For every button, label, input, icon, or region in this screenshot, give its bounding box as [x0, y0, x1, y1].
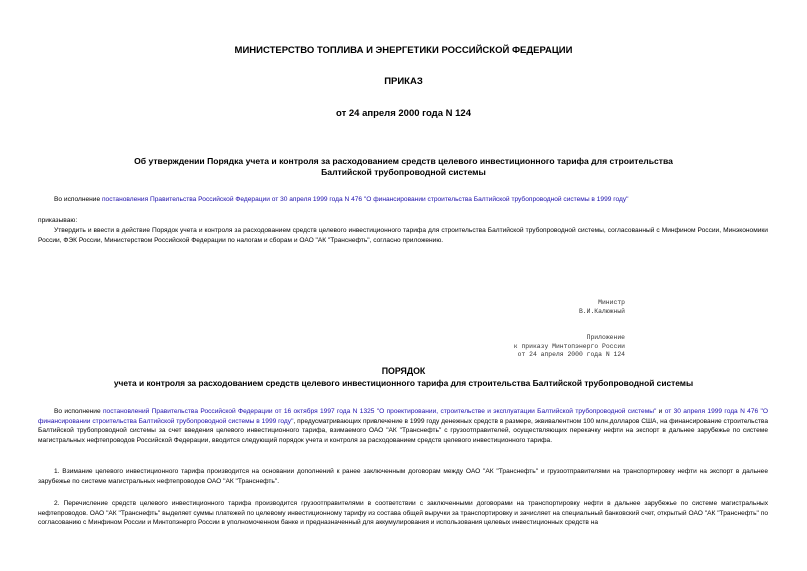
procedure-point-1: 1. Взимание целевого инвестиционного тарифа производится на основании дополнений к ранее заключенным договорам между ОАО "АК "Транснефть" и грузоотправителями на транспортировку нефти на экспорт в дальнее зарубежье по системе магистральных нефтепроводов ОАО "АК "Транснефть". — [38, 468, 768, 485]
procedure-intro-paragraph — [38, 407, 768, 445]
intro-prefix: Во исполнение — [54, 196, 102, 203]
signature-role: Министр — [598, 299, 625, 306]
intro-decree-link[interactable]: постановления Правительства Российской Федерации от 30 апреля 1999 года N 476 "О финансировании строительства Балтийской трубопроводной системы в 1999 году" — [101, 196, 629, 203]
doc-date-number: от 24 апреля 2000 года N 124 — [336, 108, 471, 119]
intro-paragraph — [54, 195, 774, 205]
prikazyvayu-label: приказываю: — [38, 217, 78, 224]
doc-subject: Об утверждении Порядка учета и контроля за расходованием средств целевого инвестиционного тарифа для строительства Балтийской трубопроводной системы — [134, 156, 673, 177]
appendix-line-3: от 24 апреля 2000 года N 124 — [517, 351, 625, 359]
procedure-intro-prefix: Во исполнение — [54, 408, 103, 415]
procedure-point-2: 2. Перечисление средств целевого инвестиционного тарифа производится грузоотправителями в соответствии с заключенными договорами на транспортировку нефти в дальнее зарубежье по системе магистральных нефтепроводов. ОАО "АК "Транснефть" выделяет суммы платежей по целевому инвестиционному тарифу из состава общей выручки за транспортировку и зачисляет на специальный банковский счет, открытый ОАО "АК "Транснефть" по согласованию с Минфином России и Минтопэнерго России в уполномоченном банке и предназначенный для аккумулирования и использования целевых инвестиционных средств на — [38, 500, 768, 527]
signature-block — [430, 299, 625, 316]
procedure-intro-rest: , предусматривающих привлечение в 1999 году денежных средств в размере, эквивалентном 100 млн.долларов США, на финансирование строительства Балтийской трубопроводной системы за счет введения целевого инвестиционного тарифа, взимаемого ОАО "АК "Транснефть" с грузоотправителей, осуществляющих перекачку нефти на экспорт в дальнее зарубежье по системе магистральных нефтепроводов Российской Федерации, вводится следующий порядок учета и контроля за расходованием средств целевого инвестиционного тарифа. — [38, 417, 768, 444]
procedure-intro-mid: и — [656, 408, 665, 415]
ministry-heading: МИНИСТЕРСТВО ТОПЛИВА И ЭНЕРГЕТИКИ РОССИЙСКОЙ ФЕДЕРАЦИИ — [234, 45, 573, 56]
procedure-decree-link-2[interactable]: от 30 апреля 1999 года N 476 "О финансировании строительства Балтийской трубопроводной системы в 1999 году" — [38, 408, 769, 425]
procedure-subtitle: учета и контроля за расходованием средств целевого инвестиционного тарифа для строительства Балтийской трубопроводной системы — [113, 378, 694, 388]
appendix-line-2: к приказу Минтопэнерго России — [513, 342, 625, 350]
appendix-line-1: Приложение — [586, 334, 625, 341]
order-paragraph: Утвердить и ввести в действие Порядок учета и контроля за расходованием средств целевого инвестиционного тарифа для строительства Балтийской трубопроводной системы, согласованный с Минфином России, Минэкономики России, ФЭК России, Министерством Российской Федерации по налогам и сборам и ОАО "АК "Транснефть", согласно приложению. — [38, 227, 768, 244]
procedure-decree-link-1[interactable]: постановлений Правительства Российской Федерации от 16 октября 1997 года N 1325 "О проектировании, строительстве и эксплуатации Балтийской трубопроводной системы" — [102, 408, 657, 415]
signature-name: В.И.Калюжный — [578, 307, 625, 315]
appendix-block — [430, 334, 625, 360]
doc-type-heading: ПРИКАЗ — [384, 76, 423, 87]
procedure-title: ПОРЯДОК — [381, 366, 426, 376]
